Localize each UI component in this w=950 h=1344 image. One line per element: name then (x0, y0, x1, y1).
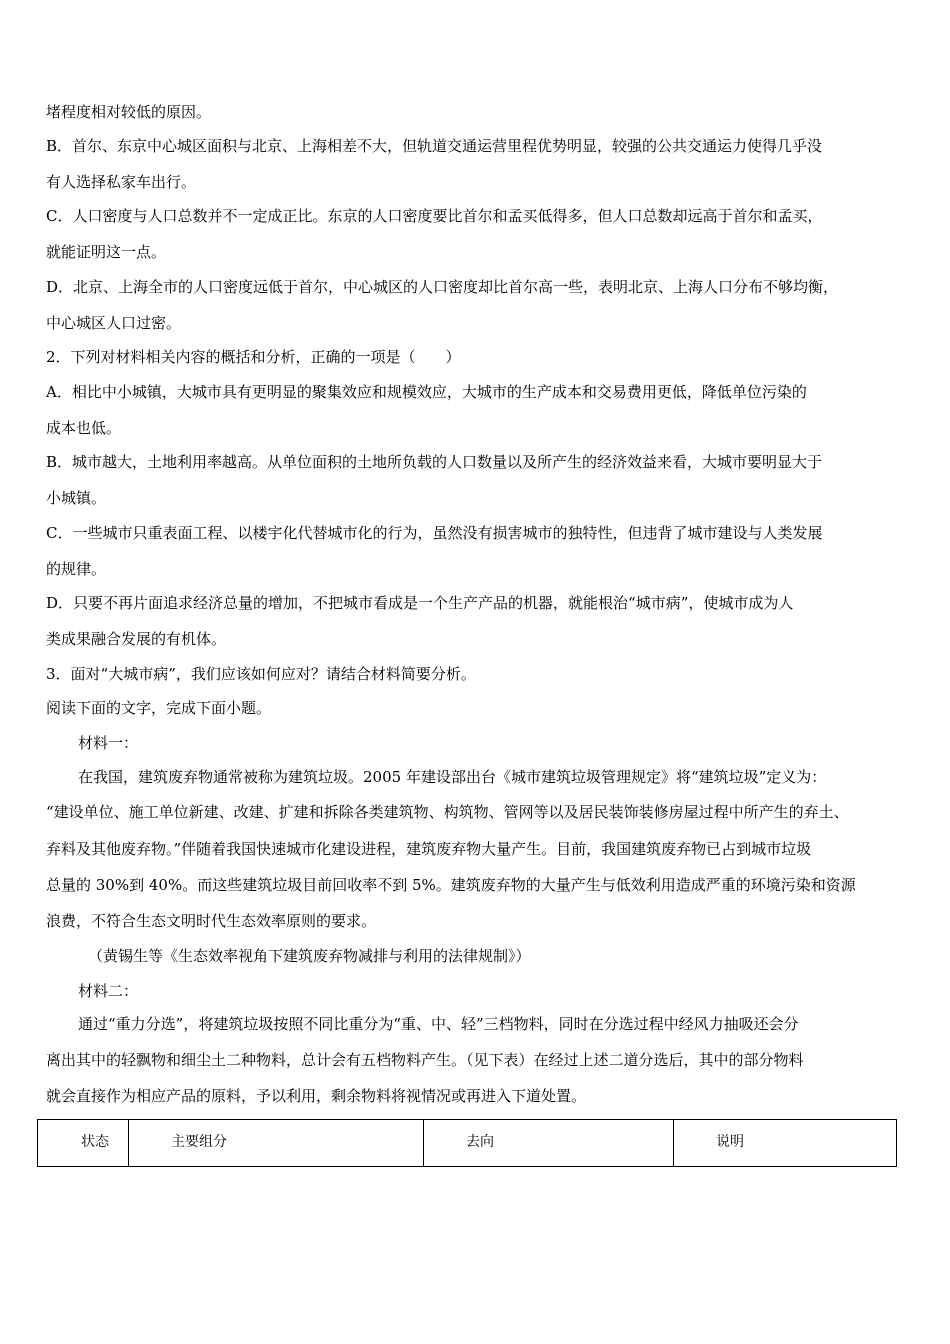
material-two-line: 通过“重力分选”，将建筑垃圾按照不同比重分为“重、中、轻”三档物料，同时在分选过程中经风力抽吸还会分 (78, 1015, 799, 1033)
table-header-cell (38, 1120, 129, 1167)
material-one-line: 弃料及其他废弃物。”伴随着我国快速城市化建设进程，建筑废弃物大量产生。目前，我国建筑废弃物已占到城市垃圾 (46, 840, 812, 858)
text-line: 就能证明这一点。 (46, 243, 167, 261)
header-status: 状态 (81, 1134, 109, 1150)
text-line: 堵程度相对较低的原因。 (46, 103, 212, 121)
material-one-line: 总量的 30%到 40%。而这些建筑垃圾目前回收率不到 5%。建筑废弃物的大量产生与低效利用造成严重的环境污染和资源 (46, 876, 856, 894)
text-line: 成本也低。 (46, 419, 122, 437)
material-two-heading: 材料二： (78, 982, 139, 1000)
material-one-line: “建设单位、施工单位新建、改建、扩建和拆除各类建筑物、构筑物、管网等以及居民装饰装修房屋过程中所产生的弃土、 (46, 803, 849, 821)
material-two-line: 就会直接作为相应产品的原料，予以利用，剩余物料将视情况或再进入下道处置。 (46, 1087, 587, 1105)
option-b-q2: B．城市越大，土地利用率越高。从单位面积的土地所负载的人口数量以及所产生的经济效益来看，大城市要明显大于 (46, 453, 823, 471)
reading-instruction: 阅读下面的文字，完成下面小题。 (46, 699, 272, 717)
table-header-cell (129, 1120, 424, 1167)
text-line: 小城镇。 (46, 489, 107, 507)
option-a-q2: A．相比中小城镇，大城市具有更明显的聚集效应和规模效应，大城市的生产成本和交易费用更低，降低单位污染的 (46, 383, 807, 401)
table-header-cell (424, 1120, 674, 1167)
header-main-components: 主要组分 (171, 1134, 227, 1150)
header-destination: 去向 (466, 1134, 494, 1150)
material-one-citation: （黄锡生等《生态效率视角下建筑废弃物减排与利用的法律规制》） (88, 947, 531, 965)
option-d-q1: D．北京、上海全市的人口密度远低于首尔，中心城区的人口密度却比首尔高一些，表明北京、上海人口分布不够均衡， (46, 278, 839, 296)
material-one-line: 浪费，不符合生态文明时代生态效率原则的要求。 (46, 912, 377, 930)
option-d-q2: D．只要不再片面追求经济总量的增加，不把城市看成是一个生产产品的机器，就能根治“城市病”，使城市成为人 (46, 594, 794, 612)
material-two-line: 离出其中的轻飘物和细尘土二种物料，总计会有五档物料产生。（见下表）在经过上述二道分选后，其中的部分物料 (46, 1051, 804, 1069)
text-line: 的规律。 (46, 560, 107, 578)
table-header-cell (674, 1120, 897, 1167)
header-notes: 说明 (716, 1134, 744, 1150)
text-line: 有人选择私家车出行。 (46, 173, 197, 191)
question-2: 2．下列对材料相关内容的概括和分析，正确的一项是（ ） (46, 348, 461, 366)
option-c-q2: C．一些城市只重表面工程、以楼宇化代替城市化的行为，虽然没有损害城市的独特性，但违背了城市建设与人类发展 (46, 524, 823, 542)
text-line: 类成果融合发展的有机体。 (46, 630, 227, 648)
sorting-materials-table (37, 1119, 897, 1167)
material-one-heading: 材料一： (78, 734, 139, 752)
table-header-row (38, 1120, 897, 1167)
question-3: 3．面对“大城市病”，我们应该如何应对？请结合材料简要分析。 (46, 665, 476, 683)
option-c-q1: C．人口密度与人口总数并不一定成正比。东京的人口密度要比首尔和孟买低得多，但人口总数却远高于首尔和孟买， (46, 207, 823, 225)
option-b-q1: B．首尔、东京中心城区面积与北京、上海相差不大，但轨道交通运营里程优势明显，较强的公共交通运力使得几乎没 (46, 137, 823, 155)
text-line: 中心城区人口过密。 (46, 314, 182, 332)
material-one-line: 在我国，建筑废弃物通常被称为建筑垃圾。2005 年建设部出台《城市建筑垃圾管理规定》将“建筑垃圾”定义为： (78, 768, 827, 786)
